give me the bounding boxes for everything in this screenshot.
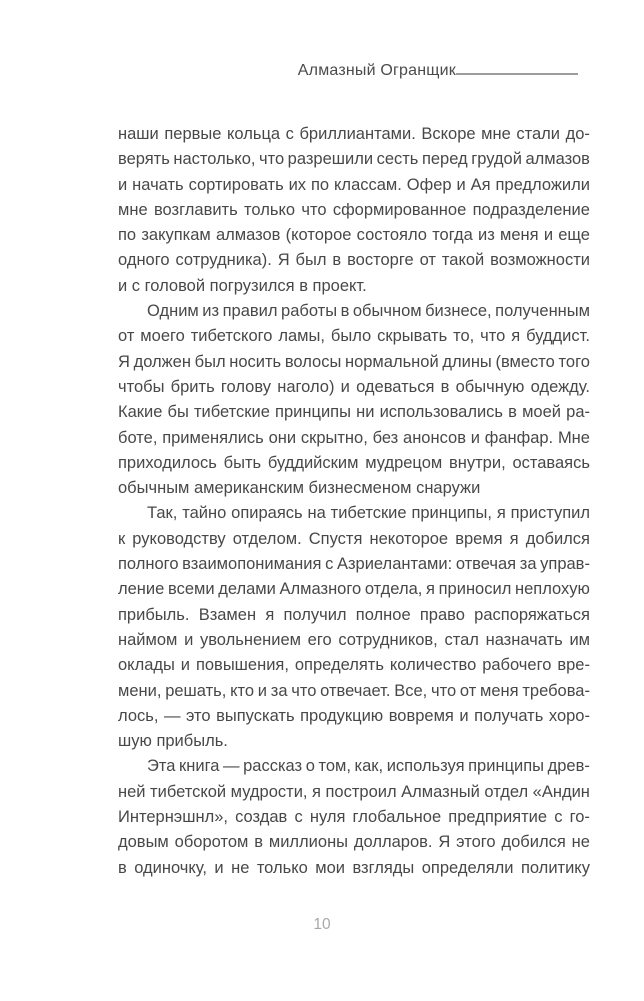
text-line: довым оборотом в миллионы долларов. Я этого добился не	[118, 833, 590, 852]
text-line: прибыль. Взамен я получил полное право распоряжаться	[118, 605, 590, 624]
header-underline-rule	[456, 73, 578, 75]
text-line: Одним из правил работы в обычном бизнесе, полученным	[147, 302, 590, 321]
text-line: ление всеми делами Алмазного отдела, я приносил неплохую	[118, 580, 590, 599]
text-line: Интернэшнл», создав с нуля глобальное предприятие с го-	[118, 808, 590, 827]
text-line: полного взаимопонимания с Азриелантами: отвечая за управ-	[118, 555, 590, 574]
text-line: Я должен был носить волосы нормальной длины (вместо того	[118, 352, 590, 371]
text-line: к руководству отделом. Спустя некоторое время я добился	[118, 529, 590, 548]
text-line: наши первые кольца с бриллиантами. Вскоре мне стали до-	[118, 125, 590, 143]
text-line: Так, тайно опираясь на тибетские принципы, я приступил	[147, 504, 590, 523]
text-line: в одиночку, и не только мои взгляды определяли политику	[118, 858, 590, 877]
text-line: наймом и увольнением его сотрудников, стал назначать им	[118, 630, 590, 649]
text-line: обычным американским бизнесменом снаружи	[118, 479, 481, 498]
page-number: 10	[313, 916, 331, 933]
text-line: от моего тибетского ламы, было скрывать то, что я буддист.	[118, 327, 590, 346]
text-line: боте, применялись они скрытно, без анонсов и фанфар. Мне	[118, 428, 590, 447]
text-line: мени, решать, кто и за что отвечает. Все, что от меня требова-	[118, 681, 590, 700]
text-line: и с головой погрузился в проект.	[118, 276, 367, 295]
text-line: шую прибыль.	[118, 732, 228, 751]
text-line: Какие бы тибетские принципы ни использовались в моей ра-	[118, 403, 590, 422]
text-line: Эта книга — рассказ о том, как, используя принципы древ-	[147, 757, 590, 776]
text-line: приходилось быть буддийским мудрецом внутри, оставаясь	[118, 453, 590, 472]
running-title: Алмазный Огранщик	[297, 62, 456, 79]
text-line: мне возглавить только что сформированное подразделение	[118, 200, 590, 219]
text-line: одного сотрудника). Я был в восторге от такой возможности	[118, 251, 590, 270]
text-line: по закупкам алмазов (которое состояло тогда из меня и еще	[118, 226, 590, 245]
body-text	[118, 122, 590, 881]
running-header	[118, 62, 578, 80]
text-line: ней тибетской мудрости, я построил Алмазный отдел «Андин	[118, 782, 590, 801]
text-line: лось, — это выпускать продукцию вовремя и получать хоро-	[118, 706, 590, 725]
text-line: чтобы брить голову наголо) и одеваться в обычную одежду.	[118, 377, 590, 396]
text-line: верять настолько, что разрешили сесть перед грудой алмазов	[118, 150, 590, 169]
text-line: и начать сортировать их по классам. Офер и Ая предложили	[118, 175, 590, 194]
text-line: оклады и повышения, определять количество рабочего вре-	[118, 656, 590, 675]
